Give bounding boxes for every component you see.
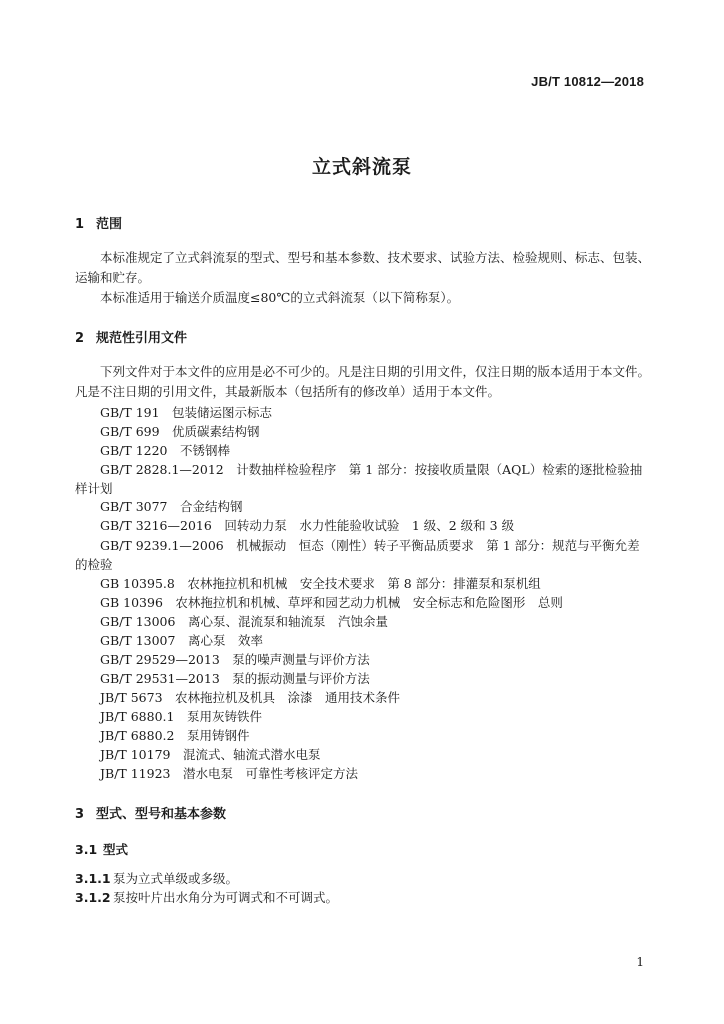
reference-item: GB 10395.8 农林拖拉机和机械 安全技术要求 第 8 部分：排灌泵和泵机组 [100, 576, 541, 591]
clause-number: 3.1.2 [75, 890, 111, 905]
reference-item: GB/T 3077 合金结构钢 [100, 499, 243, 514]
page-number: 1 [636, 955, 644, 969]
document-title: 立式斜流泵 [311, 156, 412, 178]
clause-text: 泵为立式单级或多级。 [113, 871, 239, 886]
section-2-heading [75, 327, 187, 346]
reference-item: JB/T 10179 混流式、轴流式潜水电泵 [100, 747, 321, 762]
reference-item: GB/T 29529—2013 泵的噪声测量与评价方法 [100, 652, 370, 667]
reference-item: JB/T 11923 潜水电泵 可靠性考核评定方法 [100, 766, 358, 781]
reference-item: JB/T 6880.2 泵用铸钢件 [100, 728, 250, 743]
reference-item: GB/T 699 优质碳素结构钢 [100, 424, 260, 439]
section-number: 2 [75, 331, 85, 346]
subsection-3-1-heading [75, 840, 128, 858]
reference-item: GB/T 9239.1—2006 机械振动 恒态（刚性）转子平衡品质要求 第 1 部分：规范与平衡允差的检验 [75, 538, 640, 572]
reference-item: JB/T 5673 农林拖拉机及机具 涂漆 通用技术条件 [100, 690, 401, 705]
clause-3-1-2 [75, 888, 338, 907]
reference-item: GB/T 13007 离心泵 效率 [100, 633, 263, 648]
clause-number: 3.1.1 [75, 871, 111, 886]
reference-item: GB 10396 农林拖拉机和机械、草坪和园艺动力机械 安全标志和危险图形 总则 [100, 595, 563, 610]
reference-item: GB/T 29531—2013 泵的振动测量与评价方法 [100, 671, 370, 686]
scope-paragraph-2: 本标准适用于输送介质温度≤80℃的立式斜流泵（以下简称泵）。 [100, 290, 460, 305]
scope-paragraph-1: 本标准规定了立式斜流泵的型式、型号和基本参数、技术要求、试验方法、检验规则、标志、包装、运输和贮存。 [75, 250, 651, 285]
reference-item: GB/T 1220 不锈钢棒 [100, 443, 231, 458]
standard-number: JB/T 10812—2018 [531, 74, 644, 89]
section-number: 1 [75, 217, 85, 232]
clause-3-1-1 [75, 869, 238, 888]
subsection-number: 3.1 [75, 842, 98, 857]
reference-item: GB/T 2828.1—2012 计数抽样检验程序 第 1 部分：按接收质量限（AQL）检索的逐批检验抽样计划 [75, 462, 643, 496]
reference-item: GB/T 3216—2016 回转动力泵 水力性能验收试验 1 级、2 级和 3 级 [100, 518, 515, 533]
section-1-heading [75, 213, 122, 232]
section-number: 3 [75, 807, 85, 822]
section-3-heading [75, 803, 226, 822]
reference-item: GB/T 13006 离心泵、混流泵和轴流泵 汽蚀余量 [100, 614, 388, 629]
reference-item: JB/T 6880.1 泵用灰铸铁件 [100, 709, 262, 724]
section-title: 型式、型号和基本参数 [96, 807, 227, 822]
section-title: 范围 [96, 217, 123, 232]
subsection-title: 型式 [103, 842, 129, 857]
reference-item: GB/T 191 包装储运图示标志 [100, 405, 273, 420]
clause-text: 泵按叶片出水角分为可调式和不可调式。 [113, 890, 339, 905]
references-intro: 下列文件对于本文件的应用是必不可少的。凡是注日期的引用文件，仅注日期的版本适用于本文件。凡是不注日期的引用文件，其最新版本（包括所有的修改单）适用于本文件。 [75, 364, 651, 399]
section-title: 规范性引用文件 [96, 331, 188, 346]
